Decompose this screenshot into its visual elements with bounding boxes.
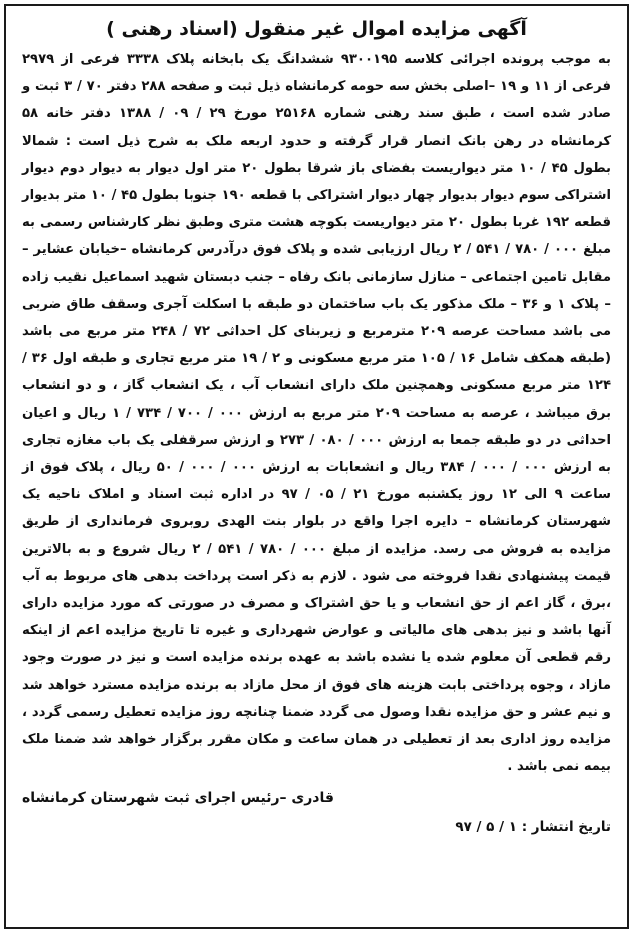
notice-title: آگهی مزایده اموال غیر منقول (اسناد رهنی ) [106, 18, 527, 40]
notice-signature: قادری –رئیس اجرای ثبت شهرستان کرمانشاه [22, 790, 334, 807]
notice-body: به موجب پرونده اجرائی کلاسه ۹۳۰۰۱۹۵ ششدانگ یک بابخانه پلاک ۳۳۳۸ فرعی از ۲۹۷۹ فرعی از ۱۱ و ۱۹ –اصلی بخش سه حومه کرمانشاه ذیل ثبت و صفحه ۲۸۸ دفتر ۷۰ / ۳ ثبت و صادر شده است ، طبق سند رهنی شماره ۲۵۱۶۸ مورخ ۲۹ / ۰۹ / ۱۳۸۸ دفتر خانه ۵۸ کرمانشاه در رهن بانک انصار قرار گرفته و حدود اربعه ملک به شرح ذیل است : شمالا بطول ۴۵ / ۱۰ متر دیواریست بفضای باز شرقا بطول ۲۰ متر اول دیوار به دیوار دوم دیوار اشتراکی سوم دیوار بدیوار چهار دیوار اشتراکی با قطعه ۱۹۰ جنوبا بطول ۴۵ / ۱۰ متر بدیوار قطعه ۱۹۲ غربا بطول ۲۰ متر دیواریست بکوچه هشت متری وطبق نظر کارشناس رسمی به مبلغ ۰۰۰ / ۷۸۰ / ۵۴۱ / ۲ ریال ارزیابی شده و پلاک فوق درآدرس کرمانشاه –خیابان عشایر –مقابل تامین اجتماعی – منازل سازمانی بانک رفاه – جنب دبستان شهید اسماعیل نقیب زاده – پلاک ۱ و ۳۶ – ملک مذکور یک باب ساختمان دو طبقه با اسکلت آجری وسقف طاق ضربی می باشد مساحت عرصه ۲۰۹ مترمربع و زیربنای کل احداثی ۷۲ / ۲۴۸ متر مربع می باشد (طبقه همکف شامل ۱۶ / ۱۰۵ متر مربع مسکونی و ۲ / ۱۹ متر مربع تجاری و طبقه اول ۳۶ / ۱۲۴ متر مربع مسکونی وهمچنین ملک دارای انشعاب آب ، یک انشعاب گاز ، و دو انشعاب برق میباشد ، عرصه به مساحت ۲۰۹ متر مربع به ارزش ۰۰۰ / ۷۰۰ / ۷۳۴ / ۱ ریال و اعیان احداثی در دو طبقه جمعا به ارزش ۰۰۰ / ۰۸۰ / ۲۷۳ و ارزش سرقفلی یک باب مغازه تجاری به ارزش ۰۰۰ / ۰۰۰ / ۳۸۴ ریال و انشعابات به ارزش ۰۰۰ / ۰۰۰ / ۵۰ ریال ، پلاک فوق از ساعت ۹ الی ۱۲ روز یکشنبه مورخ ۲۱ / ۰۵ / ۹۷ در اداره ثبت اسناد و املاک ناحیه یک شهرستان کرمانشاه – دایره اجرا واقع در بلوار بنت الهدی روبروی فرمانداری از طریق مزایده به فروش می رسد. مزایده از مبلغ ۰۰۰ / ۷۸۰ / ۵۴۱ / ۲ ریال شروع و به بالاترین قیمت پیشنهادی نقدا فروخته می شود . لازم به ذکر است پرداخت بدهی های مربوط به آب ،برق ، گاز اعم از حق انشعاب و یا حق اشتراک و مصرف در صورتی که مورد مزایده دارای آنها باشد و نیز بدهی های مالیاتی و عوارض شهرداری و غیره تا تاریخ مزایده اعم از اینکه رقم قطعی آن معلوم شده یا نشده باشد به عهده برنده مزایده است و نیز در صورت وجود مازاد ، وجوه پرداختی بابت هزینه های فوق از محل مازاد به برنده مزایده مسترد خواهد شد و نیم عشر و حق مزایده نقدا وصول می گردد ضمنا چنانچه روز مزایده تعطیل رسمی گردد ، مزایده روز اداری بعد از تعطیلی در همان ساعت و مکان مقرر برگزار خواهد شد ضمنا ملک بیمه نمی باشد . [22, 52, 612, 775]
auction-notice [4, 4, 629, 929]
publish-date: تاریخ انتشار : ۱ / ۵ / ۹۷ [455, 819, 611, 836]
